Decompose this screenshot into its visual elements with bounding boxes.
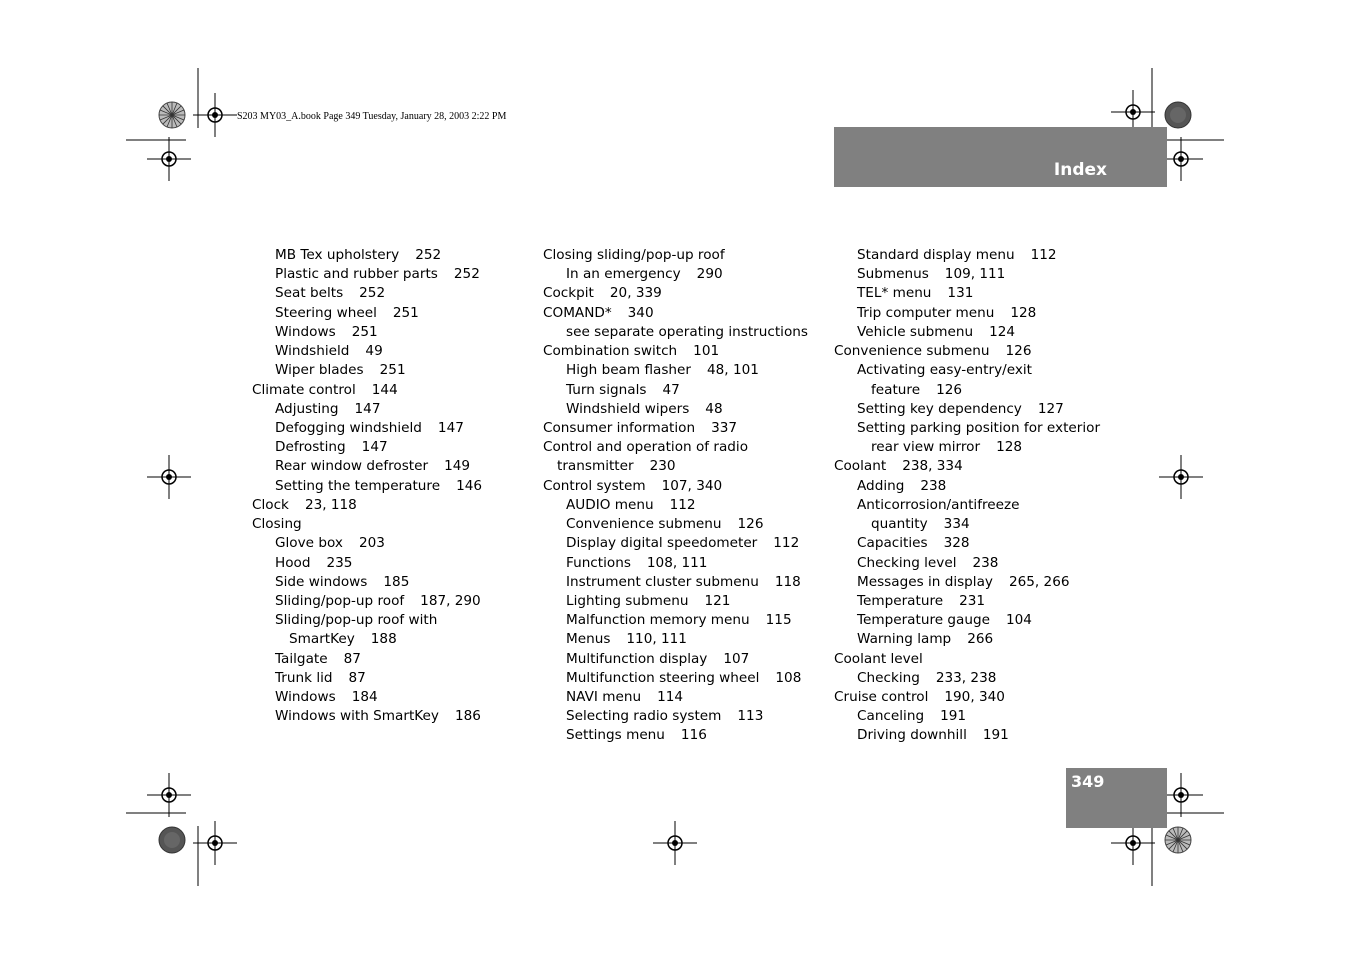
index-entry-pages: 231 [959,592,986,609]
index-entry [834,726,1100,745]
index-entry-pages: 128 [996,439,1023,456]
index-entry-term: Multifunction display [566,650,708,667]
index-entry-term: Wiper blades [275,362,364,379]
index-entry [543,477,808,496]
index-entry [543,381,808,400]
index-entry-term: AUDIO menu [566,496,654,513]
index-entry-term: Checking level [857,554,957,571]
index-entry [252,265,482,284]
index-entry [543,669,808,688]
index-entry [252,457,482,476]
index-entry [252,515,482,534]
index-entry-pages: 87 [343,650,361,667]
index-entry [252,534,482,553]
book-info-line: S203 MY03_A.book Page 349 Tuesday, January 28, 2003 2:22 PM [237,111,507,122]
index-entry-term: Hood [275,554,311,571]
index-entry-term: Plastic and rubber parts [275,266,438,283]
index-entry-term: Adjusting [275,400,339,417]
index-entry-term: Display digital speedometer [566,535,758,552]
index-entry-pages: 238, 334 [902,458,963,475]
index-entry-term: feature [871,381,921,398]
index-entry-term: Sliding/pop-up roof with [275,612,438,629]
index-entry-term: Control and operation of radio [543,439,749,456]
index-entry-term: Functions [566,554,631,571]
index-entry-term: Defogging windshield [275,419,422,436]
index-entry-pages: 23, 118 [304,496,357,513]
index-entry [543,438,808,457]
index-entry [543,265,808,284]
index-entry-term: Menus [566,631,611,648]
index-entry-pages: 104 [1006,612,1032,629]
page-number: 349 [1071,772,1105,791]
index-entry-term: Canceling [857,708,925,725]
index-entry-term: Instrument cluster submenu [566,573,759,590]
index-entry-term: Warning lamp [857,631,952,648]
index-entry-pages: 290 [696,266,723,283]
index-entry-pages: 251 [351,323,378,340]
index-entry-term: Vehicle submenu [857,323,974,340]
index-entry-term: Anticorrosion/antifreeze [857,496,1020,513]
page-number-box [1066,768,1167,828]
index-entry-pages: 340 [627,304,654,321]
index-entry [834,573,1100,592]
index-entry [543,592,808,611]
index-entry-term: Side windows [275,573,368,590]
index-entry [834,400,1100,419]
index-entry-pages: 149 [444,458,471,475]
index-entry [543,419,808,438]
index-entry [834,381,1100,400]
index-entry [543,323,808,342]
index-entry-term: Trunk lid [275,669,333,686]
index-column-2 [543,246,808,746]
index-entry-term: Trip computer menu [857,304,995,321]
index-entry-term: Submenus [857,266,929,283]
index-entry [834,534,1100,553]
index-entry-pages: 337 [711,419,738,436]
index-entry [543,726,808,745]
index-entry-pages: 328 [943,535,970,552]
index-entry [252,650,482,669]
index-entry-pages: 48, 101 [707,362,759,379]
index-entry-term: Closing [252,516,302,533]
index-entry [252,611,482,630]
index-entry-term: Windshield wipers [566,400,690,417]
index-entry [543,630,808,649]
index-entry-term: Activating easy-entry/exit [857,362,1032,379]
index-entry-pages: 109, 111 [944,266,1006,283]
index-entry-pages: 185 [383,573,410,590]
index-entry-pages: 49 [365,343,383,360]
index-entry-term: Seat belts [275,285,344,302]
index-entry-term: MB Tex upholstery [275,247,400,263]
index-entry [252,361,482,380]
index-entry-pages: 101 [693,343,720,360]
index-entry-term: Windows [275,689,336,706]
index-entry-pages: 147 [437,419,464,436]
index-entry [834,650,1100,669]
index-entry-term: NAVI menu [566,689,642,706]
index-entry [834,438,1100,457]
index-entry-term: Closing sliding/pop-up roof [543,247,725,263]
index-entry-term: Lighting submenu [566,592,689,609]
index-entry [834,611,1100,630]
index-entry-pages: 230 [649,458,676,475]
index-entry [543,707,808,726]
index-entry [834,419,1100,438]
index-entry-pages: 252 [415,247,442,263]
index-entry-pages: 114 [657,689,684,706]
index-entry-term: Setting the temperature [275,477,441,494]
index-entry-pages: 146 [456,477,483,494]
index-entry-term: TEL* menu [857,285,932,302]
index-entry-pages: 190, 340 [944,689,1005,706]
index-entry-pages: 184 [351,689,378,706]
index-entry-term: see separate operating instructions [566,323,808,340]
index-entry-pages: 112 [1030,247,1057,263]
index-entry-pages: 87 [348,669,366,686]
index-entry-term: Windows with SmartKey [275,708,439,725]
index-entry-term: Capacities [857,535,928,552]
index-entry-pages: 334 [943,516,970,533]
index-entry [834,669,1100,688]
index-entry-term: Tailgate [275,650,328,667]
index-entry-term: COMAND* [543,304,612,321]
index-entry [252,592,482,611]
index-entry [543,400,808,419]
index-entry [543,304,808,323]
index-entry [834,361,1100,380]
index-entry-term: Coolant level [834,650,923,667]
index-entry [543,342,808,361]
index-entry-pages: 188 [370,631,397,648]
index-entry [834,477,1100,496]
index-entry [543,650,808,669]
index-entry-term: Rear window defroster [275,458,429,475]
index-entry-term: Settings menu [566,727,665,744]
index-entry [834,265,1100,284]
index-entry-term: Standard display menu [857,247,1015,263]
index-entry [252,246,482,265]
index-entry-pages: 191 [940,708,967,725]
index-entry [834,304,1100,323]
index-entry [543,361,808,380]
index-entry-term: SmartKey [289,631,355,648]
index-entry-term: Defrosting [275,439,346,456]
index-entry-pages: 126 [1005,343,1032,360]
index-entry-term: transmitter [557,458,634,475]
index-entry-term: Multifunction steering wheel [566,669,760,686]
index-entry-pages: 108 [775,669,802,686]
index-column-1 [252,246,482,726]
index-entry [543,496,808,515]
index-entry-pages: 116 [680,727,707,744]
index-entry-term: Temperature gauge [857,612,990,629]
index-entry [252,630,482,649]
index-entry-term: Convenience submenu [566,516,722,533]
index-entry-pages: 238 [920,477,947,494]
index-entry [252,669,482,688]
index-entry [543,573,808,592]
index-entry [543,688,808,707]
index-entry-pages: 124 [989,323,1016,340]
index-entry-pages: 115 [765,612,792,629]
index-entry [834,246,1100,265]
index-entry-pages: 147 [354,400,381,417]
index-entry-term: High beam flasher [566,362,691,379]
index-entry-pages: 110, 111 [626,631,687,648]
index-entry [834,284,1100,303]
index-entry [543,611,808,630]
index-entry [252,342,482,361]
index-entry-pages: 238 [972,554,999,571]
index-entry [252,304,482,323]
index-entry-pages: 147 [361,439,388,456]
index-entry-pages: 251 [392,304,419,321]
index-entry [543,534,808,553]
index-entry-term: Cockpit [543,285,594,302]
index-entry [252,707,482,726]
index-entry [834,688,1100,707]
index-entry-term: Cruise control [834,689,929,706]
section-tab [834,127,1167,187]
index-entry-term: Climate control [252,381,356,398]
index-entry [252,323,482,342]
index-entry-term: Glove box [275,535,343,552]
index-entry-pages: 252 [359,285,386,302]
index-entry-term: Windows [275,323,336,340]
index-entry-term: rear view mirror [871,439,981,456]
index-entry [834,496,1100,515]
index-entry [834,342,1100,361]
index-entry-term: Windshield [275,343,350,360]
index-entry [252,477,482,496]
index-entry [252,688,482,707]
index-entry [252,438,482,457]
index-entry-pages: 20, 339 [609,285,662,302]
index-entry-pages: 126 [737,516,764,533]
index-entry-pages: 186 [454,708,481,725]
index-entry-pages: 126 [936,381,963,398]
index-entry-term: Setting key dependency [857,400,1022,417]
index-entry-term: Consumer information [543,419,696,436]
index-entry [543,515,808,534]
index-entry [252,419,482,438]
index-entry-pages: 203 [358,535,385,552]
index-entry-pages: 251 [379,362,406,379]
index-entry-term: quantity [871,516,928,533]
index-entry-pages: 112 [773,535,800,552]
index-entry [543,284,808,303]
index-entry-term: Temperature [857,592,944,609]
index-entry-pages: 233, 238 [935,669,997,686]
index-entry-pages: 266 [967,631,994,648]
index-entry-pages: 131 [947,285,974,302]
index-entry-pages: 265, 266 [1008,573,1070,590]
index-entry [543,246,808,265]
index-entry [543,457,808,476]
index-entry-term: Coolant [834,458,887,475]
index-entry [834,554,1100,573]
index-entry-pages: 48 [705,400,723,417]
index-entry [252,381,482,400]
index-entry [834,707,1100,726]
index-entry [834,592,1100,611]
index-entry-pages: 107 [723,650,750,667]
index-entry [252,496,482,515]
index-column-3 [834,246,1100,746]
index-entry-pages: 107, 340 [661,477,723,494]
index-entry-pages: 121 [704,592,731,609]
index-entry-pages: 144 [371,381,398,398]
index-entry-pages: 118 [774,573,801,590]
index-entry-term: Clock [252,496,289,513]
index-entry-term: Control system [543,477,646,494]
index-entry [834,630,1100,649]
index-entry-pages: 113 [737,708,764,725]
index-entry-term: Steering wheel [275,304,377,321]
index-entry-term: Messages in display [857,573,993,590]
section-title: Index [1053,160,1107,180]
index-entry [834,457,1100,476]
index-entry-term: Setting parking position for exterior [857,419,1101,436]
index-entry-term: Checking [857,669,920,686]
index-entry [252,573,482,592]
index-entry [543,554,808,573]
index-entry-term: Convenience submenu [834,343,990,360]
index-entry-pages: 187, 290 [420,592,481,609]
index-entry-term: In an emergency [566,266,681,283]
index-entry-term: Turn signals [566,381,647,398]
index-entry-term: Adding [857,477,905,494]
index-entry-pages: 112 [669,496,696,513]
index-entry [252,400,482,419]
index-entry-pages: 108, 111 [646,554,708,571]
index-entry-pages: 128 [1010,304,1037,321]
index-entry [834,323,1100,342]
index-entry-term: Sliding/pop-up roof [275,592,405,609]
index-entry [252,554,482,573]
index-entry-pages: 127 [1037,400,1064,417]
index-entry [252,284,482,303]
index-entry-term: Selecting radio system [566,708,722,725]
index-entry-pages: 252 [453,266,480,283]
index-entry [834,515,1100,534]
index-entry-pages: 191 [982,727,1009,744]
index-entry-pages: 235 [326,554,353,571]
index-entry-pages: 47 [662,381,680,398]
index-entry-term: Combination switch [543,343,678,360]
index-entry-term: Driving downhill [857,727,967,744]
index-entry-term: Malfunction memory menu [566,612,750,629]
